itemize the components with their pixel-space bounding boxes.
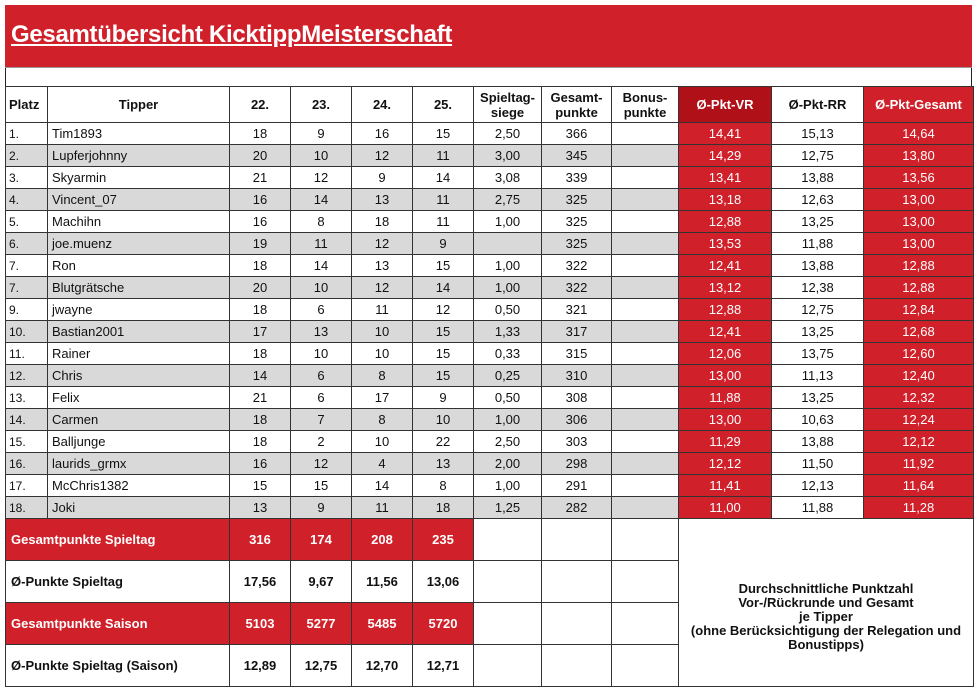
cell-avg-vr: 11,88 — [679, 387, 772, 409]
cell-d23: 9 — [291, 497, 352, 519]
average-note — [679, 519, 974, 687]
cell-platz: 5. — [6, 211, 48, 233]
cell-tipper: Ron — [48, 255, 230, 277]
cell-avg-rr: 13,75 — [772, 343, 864, 365]
cell-avg-rr: 11,88 — [772, 497, 864, 519]
cell-platz: 4. — [6, 189, 48, 211]
cell-d24: 16 — [352, 123, 413, 145]
summary-empty-cell — [542, 519, 612, 561]
summary-empty-cell — [474, 519, 542, 561]
cell-platz: 7. — [6, 277, 48, 299]
cell-avg-vr: 12,41 — [679, 321, 772, 343]
cell-d22: 16 — [230, 453, 291, 475]
cell-avg-gesamt: 11,64 — [864, 475, 974, 497]
cell-bonuspunkte — [612, 123, 679, 145]
cell-platz: 15. — [6, 431, 48, 453]
cell-d22: 14 — [230, 365, 291, 387]
summary-d25: 13,06 — [413, 561, 474, 603]
summary-empty-cell — [612, 603, 679, 645]
cell-d23: 14 — [291, 255, 352, 277]
cell-d25: 11 — [413, 211, 474, 233]
summary-d25: 235 — [413, 519, 474, 561]
cell-d23: 15 — [291, 475, 352, 497]
summary-label: Ø-Punkte Spieltag (Saison) — [6, 645, 230, 687]
cell-bonuspunkte — [612, 255, 679, 277]
cell-d25: 14 — [413, 277, 474, 299]
cell-tipper: Lupferjohnny — [48, 145, 230, 167]
cell-avg-rr: 15,13 — [772, 123, 864, 145]
cell-d25: 15 — [413, 123, 474, 145]
cell-avg-gesamt: 13,00 — [864, 211, 974, 233]
cell-d23: 14 — [291, 189, 352, 211]
cell-d25: 10 — [413, 409, 474, 431]
cell-gesamtpunkte: 310 — [542, 365, 612, 387]
cell-bonuspunkte — [612, 365, 679, 387]
col-bonuspunkte-l1: Bonus- — [622, 89, 668, 105]
cell-spieltagsiege: 1,00 — [474, 277, 542, 299]
cell-avg-gesamt: 13,00 — [864, 189, 974, 211]
cell-avg-gesamt: 11,92 — [864, 453, 974, 475]
cell-avg-vr: 14,29 — [679, 145, 772, 167]
spacer-row — [5, 68, 972, 86]
cell-d25: 12 — [413, 299, 474, 321]
header-row — [6, 87, 974, 123]
cell-tipper: Balljunge — [48, 431, 230, 453]
cell-d23: 12 — [291, 453, 352, 475]
table-row — [6, 343, 974, 365]
cell-tipper: Vincent_07 — [48, 189, 230, 211]
cell-avg-gesamt: 12,24 — [864, 409, 974, 431]
cell-d25: 13 — [413, 453, 474, 475]
cell-avg-rr: 10,63 — [772, 409, 864, 431]
cell-avg-gesamt: 12,84 — [864, 299, 974, 321]
cell-avg-rr: 12,13 — [772, 475, 864, 497]
cell-avg-vr: 12,12 — [679, 453, 772, 475]
cell-avg-rr: 12,75 — [772, 145, 864, 167]
cell-bonuspunkte — [612, 453, 679, 475]
cell-bonuspunkte — [612, 431, 679, 453]
cell-avg-vr: 13,18 — [679, 189, 772, 211]
col-spieltagsiege-l2: siege — [490, 104, 525, 120]
table-row — [6, 167, 974, 189]
cell-tipper: jwayne — [48, 299, 230, 321]
cell-spieltagsiege: 2,50 — [474, 431, 542, 453]
summary-d23: 174 — [291, 519, 352, 561]
table-row — [6, 431, 974, 453]
cell-d22: 18 — [230, 431, 291, 453]
cell-d25: 9 — [413, 387, 474, 409]
cell-tipper: Skyarmin — [48, 167, 230, 189]
cell-spieltagsiege: 3,08 — [474, 167, 542, 189]
cell-d24: 14 — [352, 475, 413, 497]
summary-d24: 11,56 — [352, 561, 413, 603]
summary-empty-cell — [542, 603, 612, 645]
cell-avg-vr: 14,41 — [679, 123, 772, 145]
col-platz: Platz — [6, 87, 48, 123]
cell-spieltagsiege: 0,25 — [474, 365, 542, 387]
cell-d24: 10 — [352, 321, 413, 343]
summary-d22: 17,56 — [230, 561, 291, 603]
cell-platz: 9. — [6, 299, 48, 321]
summary-d22: 12,89 — [230, 645, 291, 687]
cell-platz: 12. — [6, 365, 48, 387]
summary-d25: 12,71 — [413, 645, 474, 687]
cell-avg-gesamt: 14,64 — [864, 123, 974, 145]
cell-avg-vr: 12,88 — [679, 299, 772, 321]
cell-spieltagsiege: 1,00 — [474, 211, 542, 233]
cell-platz: 14. — [6, 409, 48, 431]
cell-spieltagsiege: 1,00 — [474, 409, 542, 431]
cell-platz: 16. — [6, 453, 48, 475]
col-gesamtpunkte-l2: punkte — [555, 104, 598, 120]
summary-empty-cell — [474, 603, 542, 645]
cell-avg-rr: 11,13 — [772, 365, 864, 387]
cell-avg-vr: 12,06 — [679, 343, 772, 365]
cell-avg-rr: 11,88 — [772, 233, 864, 255]
table-row — [6, 123, 974, 145]
cell-avg-vr: 11,41 — [679, 475, 772, 497]
summary-empty-cell — [542, 645, 612, 687]
cell-avg-gesamt: 12,88 — [864, 277, 974, 299]
cell-platz: 7. — [6, 255, 48, 277]
cell-avg-vr: 13,41 — [679, 167, 772, 189]
table-row — [6, 145, 974, 167]
cell-d22: 18 — [230, 343, 291, 365]
col-avg-rr: Ø-Pkt-RR — [772, 87, 864, 123]
cell-gesamtpunkte: 298 — [542, 453, 612, 475]
col-tipper: Tipper — [48, 87, 230, 123]
cell-platz: 2. — [6, 145, 48, 167]
cell-avg-vr: 12,41 — [679, 255, 772, 277]
summary-empty-cell — [474, 645, 542, 687]
cell-tipper: Felix — [48, 387, 230, 409]
table-row — [6, 211, 974, 233]
cell-d22: 13 — [230, 497, 291, 519]
col-spieltagsiege-l1: Spieltag- — [480, 89, 535, 105]
cell-d24: 9 — [352, 167, 413, 189]
cell-avg-gesamt: 11,28 — [864, 497, 974, 519]
cell-gesamtpunkte: 306 — [542, 409, 612, 431]
cell-d23: 9 — [291, 123, 352, 145]
cell-tipper: McChris1382 — [48, 475, 230, 497]
summary-d23: 9,67 — [291, 561, 352, 603]
cell-tipper: laurids_grmx — [48, 453, 230, 475]
cell-avg-rr: 13,25 — [772, 321, 864, 343]
cell-d24: 8 — [352, 365, 413, 387]
table-row — [6, 189, 974, 211]
cell-d22: 18 — [230, 409, 291, 431]
cell-gesamtpunkte: 345 — [542, 145, 612, 167]
cell-tipper: Bastian2001 — [48, 321, 230, 343]
cell-spieltagsiege: 2,75 — [474, 189, 542, 211]
cell-d24: 8 — [352, 409, 413, 431]
cell-d22: 17 — [230, 321, 291, 343]
table-row — [6, 387, 974, 409]
cell-avg-gesamt: 13,56 — [864, 167, 974, 189]
cell-bonuspunkte — [612, 321, 679, 343]
cell-gesamtpunkte: 325 — [542, 233, 612, 255]
cell-bonuspunkte — [612, 145, 679, 167]
summary-label: Gesamtpunkte Spieltag — [6, 519, 230, 561]
cell-d24: 13 — [352, 189, 413, 211]
table-row — [6, 233, 974, 255]
cell-d23: 13 — [291, 321, 352, 343]
cell-bonuspunkte — [612, 299, 679, 321]
cell-d24: 4 — [352, 453, 413, 475]
cell-d25: 15 — [413, 343, 474, 365]
cell-bonuspunkte — [612, 233, 679, 255]
cell-d24: 13 — [352, 255, 413, 277]
cell-spieltagsiege: 0,50 — [474, 387, 542, 409]
cell-gesamtpunkte: 325 — [542, 211, 612, 233]
cell-gesamtpunkte: 282 — [542, 497, 612, 519]
col-d23: 23. — [291, 87, 352, 123]
cell-avg-vr: 11,00 — [679, 497, 772, 519]
cell-d23: 10 — [291, 277, 352, 299]
cell-tipper: Machihn — [48, 211, 230, 233]
cell-gesamtpunkte: 317 — [542, 321, 612, 343]
col-spieltagsiege — [474, 87, 542, 123]
col-avg-vr: Ø-Pkt-VR — [679, 87, 772, 123]
cell-d22: 16 — [230, 211, 291, 233]
cell-d22: 20 — [230, 277, 291, 299]
cell-gesamtpunkte: 339 — [542, 167, 612, 189]
cell-gesamtpunkte: 325 — [542, 189, 612, 211]
cell-tipper: Tim1893 — [48, 123, 230, 145]
summary-d22: 316 — [230, 519, 291, 561]
summary-d23: 12,75 — [291, 645, 352, 687]
summary-empty-cell — [612, 519, 679, 561]
cell-avg-gesamt: 13,80 — [864, 145, 974, 167]
table-row — [6, 277, 974, 299]
cell-d23: 6 — [291, 299, 352, 321]
cell-bonuspunkte — [612, 409, 679, 431]
cell-d23: 12 — [291, 167, 352, 189]
cell-spieltagsiege: 0,50 — [474, 299, 542, 321]
average-note-line3: je Tipper — [799, 608, 853, 624]
summary-empty-cell — [612, 561, 679, 603]
cell-d22: 21 — [230, 387, 291, 409]
cell-spieltagsiege — [474, 233, 542, 255]
title-bar — [5, 5, 972, 68]
cell-d24: 11 — [352, 299, 413, 321]
summary-empty-cell — [474, 561, 542, 603]
col-d25: 25. — [413, 87, 474, 123]
cell-avg-rr: 13,25 — [772, 387, 864, 409]
cell-avg-vr: 13,53 — [679, 233, 772, 255]
cell-avg-rr: 13,88 — [772, 255, 864, 277]
cell-bonuspunkte — [612, 189, 679, 211]
cell-gesamtpunkte: 366 — [542, 123, 612, 145]
cell-d25: 8 — [413, 475, 474, 497]
cell-d23: 6 — [291, 365, 352, 387]
cell-d25: 11 — [413, 145, 474, 167]
cell-spieltagsiege: 1,25 — [474, 497, 542, 519]
cell-d22: 19 — [230, 233, 291, 255]
col-bonuspunkte-l2: punkte — [623, 104, 667, 120]
summary-row — [6, 519, 974, 561]
cell-d23: 8 — [291, 211, 352, 233]
cell-d25: 15 — [413, 365, 474, 387]
cell-avg-gesamt: 12,40 — [864, 365, 974, 387]
table-row — [6, 255, 974, 277]
cell-gesamtpunkte: 322 — [542, 255, 612, 277]
cell-gesamtpunkte: 308 — [542, 387, 612, 409]
cell-spieltagsiege: 2,00 — [474, 453, 542, 475]
table-row — [6, 321, 974, 343]
cell-bonuspunkte — [612, 343, 679, 365]
summary-d24: 5485 — [352, 603, 413, 645]
cell-spieltagsiege: 1,33 — [474, 321, 542, 343]
cell-d23: 11 — [291, 233, 352, 255]
cell-spieltagsiege: 1,00 — [474, 255, 542, 277]
cell-d24: 12 — [352, 145, 413, 167]
col-d24: 24. — [352, 87, 413, 123]
summary-d25: 5720 — [413, 603, 474, 645]
cell-platz: 11. — [6, 343, 48, 365]
cell-avg-vr: 13,00 — [679, 409, 772, 431]
average-note-line4: (ohne Berücksichtigung der Relegation und Bonustipps) — [690, 622, 962, 652]
standings-table — [5, 86, 974, 687]
cell-avg-gesamt: 13,00 — [864, 233, 974, 255]
cell-avg-vr: 13,00 — [679, 365, 772, 387]
cell-gesamtpunkte: 321 — [542, 299, 612, 321]
cell-platz: 1. — [6, 123, 48, 145]
cell-gesamtpunkte: 315 — [542, 343, 612, 365]
cell-tipper: Rainer — [48, 343, 230, 365]
table-row — [6, 453, 974, 475]
cell-tipper: Carmen — [48, 409, 230, 431]
average-note-line1: Durchschnittliche Punktzahl — [738, 580, 914, 596]
cell-bonuspunkte — [612, 277, 679, 299]
cell-d24: 10 — [352, 343, 413, 365]
cell-gesamtpunkte: 303 — [542, 431, 612, 453]
page-title: Gesamtübersicht KicktippMeisterschaft — [11, 21, 453, 48]
cell-avg-rr: 13,88 — [772, 431, 864, 453]
cell-avg-rr: 13,88 — [772, 167, 864, 189]
cell-bonuspunkte — [612, 167, 679, 189]
cell-d24: 17 — [352, 387, 413, 409]
cell-d22: 16 — [230, 189, 291, 211]
cell-d25: 18 — [413, 497, 474, 519]
cell-spieltagsiege: 0,33 — [474, 343, 542, 365]
cell-avg-vr: 11,29 — [679, 431, 772, 453]
cell-avg-gesamt: 12,68 — [864, 321, 974, 343]
table-row — [6, 475, 974, 497]
cell-bonuspunkte — [612, 211, 679, 233]
summary-label: Ø-Punkte Spieltag — [6, 561, 230, 603]
cell-gesamtpunkte: 322 — [542, 277, 612, 299]
cell-platz: 6. — [6, 233, 48, 255]
cell-d25: 14 — [413, 167, 474, 189]
col-gesamtpunkte — [542, 87, 612, 123]
cell-d24: 12 — [352, 277, 413, 299]
cell-avg-rr: 12,63 — [772, 189, 864, 211]
cell-d22: 15 — [230, 475, 291, 497]
col-gesamtpunkte-l1: Gesamt- — [550, 89, 603, 105]
cell-d24: 11 — [352, 497, 413, 519]
cell-avg-gesamt: 12,88 — [864, 255, 974, 277]
cell-d22: 18 — [230, 299, 291, 321]
cell-avg-gesamt: 12,12 — [864, 431, 974, 453]
cell-platz: 18. — [6, 497, 48, 519]
cell-d25: 9 — [413, 233, 474, 255]
cell-avg-rr: 11,50 — [772, 453, 864, 475]
cell-d23: 2 — [291, 431, 352, 453]
col-avg-gesamt: Ø-Pkt-Gesamt — [864, 87, 974, 123]
summary-d24: 12,70 — [352, 645, 413, 687]
cell-platz: 3. — [6, 167, 48, 189]
summary-d23: 5277 — [291, 603, 352, 645]
summary-empty-cell — [612, 645, 679, 687]
cell-platz: 10. — [6, 321, 48, 343]
col-d22: 22. — [230, 87, 291, 123]
cell-d22: 18 — [230, 255, 291, 277]
cell-avg-rr: 13,25 — [772, 211, 864, 233]
col-bonuspunkte — [612, 87, 679, 123]
cell-d22: 20 — [230, 145, 291, 167]
cell-tipper: Chris — [48, 365, 230, 387]
cell-avg-gesamt: 12,32 — [864, 387, 974, 409]
table-row — [6, 365, 974, 387]
cell-bonuspunkte — [612, 475, 679, 497]
cell-avg-rr: 12,38 — [772, 277, 864, 299]
cell-gesamtpunkte: 291 — [542, 475, 612, 497]
table-row — [6, 299, 974, 321]
average-note-line2: Vor-/Rückrunde und Gesamt — [738, 594, 914, 610]
cell-d23: 7 — [291, 409, 352, 431]
summary-label: Gesamtpunkte Saison — [6, 603, 230, 645]
cell-d24: 10 — [352, 431, 413, 453]
cell-spieltagsiege: 3,00 — [474, 145, 542, 167]
cell-d23: 10 — [291, 145, 352, 167]
cell-d25: 11 — [413, 189, 474, 211]
cell-tipper: Blutgrätsche — [48, 277, 230, 299]
cell-bonuspunkte — [612, 387, 679, 409]
summary-d24: 208 — [352, 519, 413, 561]
cell-d25: 15 — [413, 321, 474, 343]
cell-d23: 10 — [291, 343, 352, 365]
table-row — [6, 409, 974, 431]
cell-avg-rr: 12,75 — [772, 299, 864, 321]
cell-avg-vr: 12,88 — [679, 211, 772, 233]
cell-spieltagsiege: 2,50 — [474, 123, 542, 145]
cell-d22: 21 — [230, 167, 291, 189]
cell-d25: 15 — [413, 255, 474, 277]
cell-platz: 17. — [6, 475, 48, 497]
summary-empty-cell — [542, 561, 612, 603]
cell-avg-vr: 13,12 — [679, 277, 772, 299]
table-row — [6, 497, 974, 519]
cell-tipper: joe.muenz — [48, 233, 230, 255]
cell-d23: 6 — [291, 387, 352, 409]
cell-d24: 12 — [352, 233, 413, 255]
cell-d22: 18 — [230, 123, 291, 145]
cell-platz: 13. — [6, 387, 48, 409]
cell-avg-gesamt: 12,60 — [864, 343, 974, 365]
cell-d24: 18 — [352, 211, 413, 233]
cell-spieltagsiege: 1,00 — [474, 475, 542, 497]
summary-d22: 5103 — [230, 603, 291, 645]
cell-tipper: Joki — [48, 497, 230, 519]
cell-bonuspunkte — [612, 497, 679, 519]
cell-d25: 22 — [413, 431, 474, 453]
